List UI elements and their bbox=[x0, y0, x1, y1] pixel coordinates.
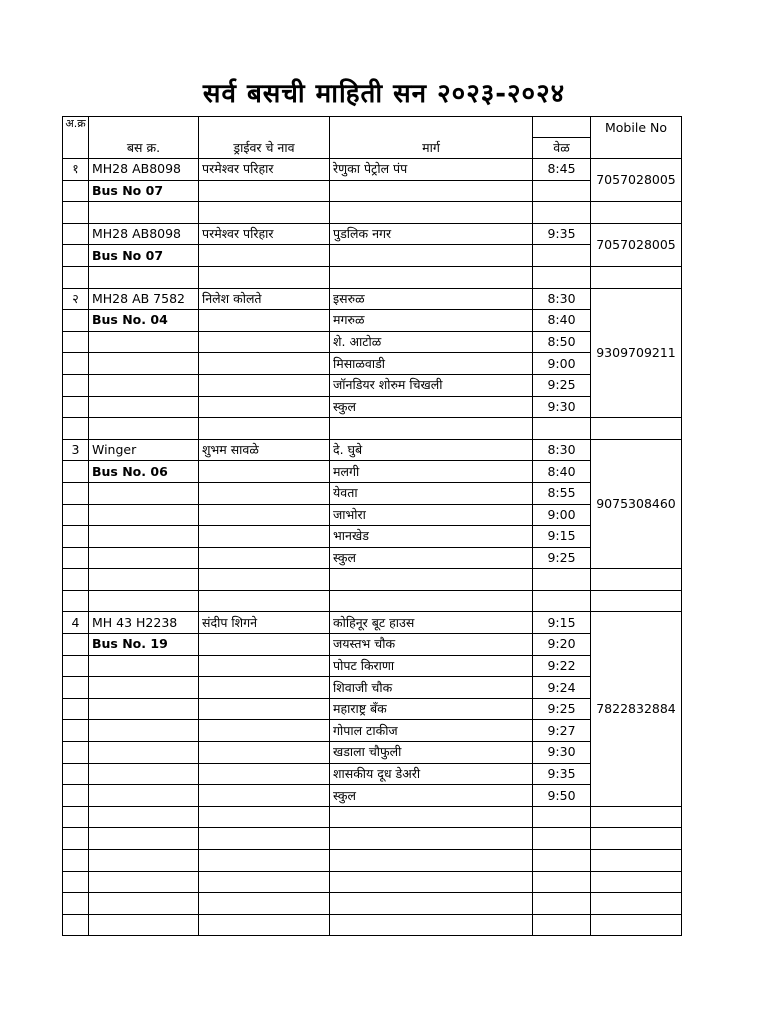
sr-cell bbox=[63, 850, 89, 872]
sr-cell bbox=[63, 223, 89, 245]
time-cell: 9:25 bbox=[533, 374, 591, 396]
route-cell bbox=[330, 569, 533, 591]
sr-cell bbox=[63, 871, 89, 893]
mobile-cell bbox=[591, 266, 682, 288]
driver-cell: परमेश्वर परिहार bbox=[199, 223, 330, 245]
sr-cell bbox=[63, 547, 89, 569]
table-row bbox=[63, 763, 682, 785]
time-cell bbox=[533, 893, 591, 915]
driver-cell bbox=[199, 504, 330, 526]
route-cell: येवता bbox=[330, 482, 533, 504]
time-cell: 9:00 bbox=[533, 353, 591, 375]
sr-cell: २ bbox=[63, 288, 89, 310]
header-time: वेळ bbox=[533, 138, 591, 159]
route-cell: शे. आटोळ bbox=[330, 331, 533, 353]
bus-cell bbox=[89, 742, 199, 764]
driver-cell bbox=[199, 893, 330, 915]
bus-cell bbox=[89, 331, 199, 353]
route-cell bbox=[330, 202, 533, 224]
bus-cell bbox=[89, 893, 199, 915]
time-cell bbox=[533, 828, 591, 850]
route-cell: भानखेड bbox=[330, 526, 533, 548]
header-row-top bbox=[63, 117, 682, 138]
route-cell: खडाला चौफुली bbox=[330, 742, 533, 764]
header-route: मार्ग bbox=[330, 138, 533, 159]
route-cell: जॉनडियर शोरुम चिखली bbox=[330, 374, 533, 396]
driver-cell bbox=[199, 526, 330, 548]
header-sr: अ.क्र bbox=[63, 117, 89, 159]
driver-cell bbox=[199, 418, 330, 440]
mobile-cell: 9309709211 bbox=[591, 288, 682, 418]
time-cell: 9:25 bbox=[533, 698, 591, 720]
sr-cell bbox=[63, 266, 89, 288]
driver-cell bbox=[199, 482, 330, 504]
time-cell: 9:30 bbox=[533, 396, 591, 418]
table-row bbox=[63, 202, 682, 224]
route-cell: गोपाल टाकीज bbox=[330, 720, 533, 742]
bus-cell: MH28 AB8098 bbox=[89, 223, 199, 245]
bus-cell bbox=[89, 698, 199, 720]
time-cell: 9:22 bbox=[533, 655, 591, 677]
header-row-bottom bbox=[63, 138, 682, 159]
mobile-cell bbox=[591, 828, 682, 850]
driver-cell bbox=[199, 331, 330, 353]
bus-cell bbox=[89, 590, 199, 612]
sr-cell bbox=[63, 461, 89, 483]
driver-cell bbox=[199, 396, 330, 418]
bus-cell bbox=[89, 526, 199, 548]
table-row bbox=[63, 245, 682, 267]
driver-cell bbox=[199, 202, 330, 224]
time-cell bbox=[533, 806, 591, 828]
route-cell: कोहिनूर बूट हाउस bbox=[330, 612, 533, 634]
bus-cell bbox=[89, 482, 199, 504]
time-cell: 9:24 bbox=[533, 677, 591, 699]
sr-cell bbox=[63, 698, 89, 720]
sr-cell bbox=[63, 180, 89, 202]
table-row bbox=[63, 331, 682, 353]
table-row bbox=[63, 677, 682, 699]
table-row bbox=[63, 439, 682, 461]
driver-cell bbox=[199, 785, 330, 807]
bus-cell bbox=[89, 828, 199, 850]
driver-cell bbox=[199, 742, 330, 764]
bus-cell: Winger bbox=[89, 439, 199, 461]
bus-schedule-table bbox=[62, 116, 682, 936]
bus-cell bbox=[89, 763, 199, 785]
header-driver-spacer bbox=[199, 117, 330, 138]
time-cell: 8:30 bbox=[533, 439, 591, 461]
table-row bbox=[63, 504, 682, 526]
bus-cell bbox=[89, 914, 199, 936]
time-cell bbox=[533, 850, 591, 872]
bus-cell bbox=[89, 353, 199, 375]
bus-cell: Bus No 07 bbox=[89, 245, 199, 267]
driver-cell bbox=[199, 655, 330, 677]
table-row bbox=[63, 806, 682, 828]
sr-cell bbox=[63, 785, 89, 807]
time-cell: 9:15 bbox=[533, 612, 591, 634]
route-cell: दे. घुबे bbox=[330, 439, 533, 461]
driver-cell bbox=[199, 569, 330, 591]
table-row bbox=[63, 461, 682, 483]
mobile-cell bbox=[591, 871, 682, 893]
table-row bbox=[63, 396, 682, 418]
table-row bbox=[63, 742, 682, 764]
bus-cell bbox=[89, 850, 199, 872]
table-row bbox=[63, 850, 682, 872]
sr-cell bbox=[63, 418, 89, 440]
sr-cell bbox=[63, 634, 89, 656]
driver-cell bbox=[199, 914, 330, 936]
bus-cell bbox=[89, 569, 199, 591]
driver-cell bbox=[199, 374, 330, 396]
route-cell: स्कुल bbox=[330, 547, 533, 569]
bus-cell bbox=[89, 785, 199, 807]
route-cell: मलगी bbox=[330, 461, 533, 483]
driver-cell bbox=[199, 806, 330, 828]
driver-cell bbox=[199, 590, 330, 612]
sr-cell bbox=[63, 526, 89, 548]
sr-cell bbox=[63, 482, 89, 504]
route-cell bbox=[330, 914, 533, 936]
table-row bbox=[63, 418, 682, 440]
mobile-cell bbox=[591, 418, 682, 440]
time-cell bbox=[533, 245, 591, 267]
route-cell bbox=[330, 871, 533, 893]
bus-cell bbox=[89, 871, 199, 893]
time-cell: 9:25 bbox=[533, 547, 591, 569]
driver-cell bbox=[199, 850, 330, 872]
bus-cell bbox=[89, 266, 199, 288]
time-cell bbox=[533, 590, 591, 612]
route-cell bbox=[330, 850, 533, 872]
driver-cell bbox=[199, 828, 330, 850]
driver-cell bbox=[199, 310, 330, 332]
page-title: सर्व बसची माहिती सन २०२३-२०२४ bbox=[202, 79, 566, 109]
table-row bbox=[63, 547, 682, 569]
sr-cell bbox=[63, 828, 89, 850]
time-cell: 9:00 bbox=[533, 504, 591, 526]
table-row bbox=[63, 634, 682, 656]
table-row bbox=[63, 698, 682, 720]
sr-cell bbox=[63, 331, 89, 353]
mobile-cell bbox=[591, 806, 682, 828]
route-cell: स्कुल bbox=[330, 396, 533, 418]
time-cell: 9:50 bbox=[533, 785, 591, 807]
bus-cell bbox=[89, 374, 199, 396]
table-row bbox=[63, 159, 682, 181]
route-cell: पोपट किराणा bbox=[330, 655, 533, 677]
header-time-spacer bbox=[533, 117, 591, 138]
sr-cell bbox=[63, 742, 89, 764]
driver-cell bbox=[199, 871, 330, 893]
bus-cell: Bus No. 06 bbox=[89, 461, 199, 483]
route-cell bbox=[330, 806, 533, 828]
time-cell: 8:40 bbox=[533, 461, 591, 483]
bus-cell bbox=[89, 396, 199, 418]
time-cell: 9:35 bbox=[533, 223, 591, 245]
sr-cell bbox=[63, 590, 89, 612]
sr-cell bbox=[63, 763, 89, 785]
header-bus-no: बस क्र. bbox=[89, 138, 199, 159]
driver-cell: निलेश कोलते bbox=[199, 288, 330, 310]
mobile-cell: 7057028005 bbox=[591, 223, 682, 266]
mobile-cell: 9075308460 bbox=[591, 439, 682, 569]
bus-cell bbox=[89, 655, 199, 677]
route-cell: महाराष्ट्र बँक bbox=[330, 698, 533, 720]
time-cell: 8:45 bbox=[533, 159, 591, 181]
header-driver: ड्राईवर चे नाव bbox=[199, 138, 330, 159]
time-cell bbox=[533, 418, 591, 440]
bus-cell bbox=[89, 418, 199, 440]
mobile-cell: 7822832884 bbox=[591, 612, 682, 806]
sr-cell bbox=[63, 504, 89, 526]
time-cell: 9:20 bbox=[533, 634, 591, 656]
table-row bbox=[63, 893, 682, 915]
route-cell bbox=[330, 245, 533, 267]
table-row bbox=[63, 223, 682, 245]
table-row bbox=[63, 374, 682, 396]
route-cell: रेणुका पेट्रोल पंप bbox=[330, 159, 533, 181]
route-cell: मिसाळवाडी bbox=[330, 353, 533, 375]
route-cell bbox=[330, 180, 533, 202]
driver-cell bbox=[199, 547, 330, 569]
sr-cell bbox=[63, 310, 89, 332]
table-row bbox=[63, 655, 682, 677]
time-cell bbox=[533, 202, 591, 224]
mobile-cell bbox=[591, 202, 682, 224]
header-route-spacer bbox=[330, 117, 533, 138]
route-cell: इसरुळ bbox=[330, 288, 533, 310]
bus-cell: Bus No 07 bbox=[89, 180, 199, 202]
driver-cell bbox=[199, 677, 330, 699]
sr-cell bbox=[63, 893, 89, 915]
route-cell: स्कुल bbox=[330, 785, 533, 807]
time-cell: 8:55 bbox=[533, 482, 591, 504]
sr-cell bbox=[63, 396, 89, 418]
driver-cell bbox=[199, 763, 330, 785]
bus-cell: Bus No. 19 bbox=[89, 634, 199, 656]
table-row bbox=[63, 310, 682, 332]
route-cell bbox=[330, 418, 533, 440]
sr-cell: 4 bbox=[63, 612, 89, 634]
sr-cell bbox=[63, 655, 89, 677]
table-row bbox=[63, 526, 682, 548]
bus-cell bbox=[89, 547, 199, 569]
route-cell: मगरुळ bbox=[330, 310, 533, 332]
route-cell: जाभोरा bbox=[330, 504, 533, 526]
route-cell bbox=[330, 590, 533, 612]
time-cell: 9:27 bbox=[533, 720, 591, 742]
table-row bbox=[63, 828, 682, 850]
driver-cell: संदीप शिगने bbox=[199, 612, 330, 634]
time-cell bbox=[533, 180, 591, 202]
time-cell: 9:30 bbox=[533, 742, 591, 764]
table-row bbox=[63, 482, 682, 504]
mobile-cell bbox=[591, 850, 682, 872]
table-row bbox=[63, 612, 682, 634]
sr-cell bbox=[63, 914, 89, 936]
time-cell bbox=[533, 871, 591, 893]
bus-cell bbox=[89, 720, 199, 742]
time-cell: 9:35 bbox=[533, 763, 591, 785]
sr-cell bbox=[63, 374, 89, 396]
sr-cell: 3 bbox=[63, 439, 89, 461]
sr-cell bbox=[63, 677, 89, 699]
bus-cell bbox=[89, 806, 199, 828]
table-row bbox=[63, 288, 682, 310]
driver-cell bbox=[199, 266, 330, 288]
time-cell: 8:50 bbox=[533, 331, 591, 353]
bus-cell: Bus No. 04 bbox=[89, 310, 199, 332]
driver-cell bbox=[199, 245, 330, 267]
time-cell bbox=[533, 266, 591, 288]
driver-cell bbox=[199, 353, 330, 375]
table-row bbox=[63, 353, 682, 375]
time-cell: 8:30 bbox=[533, 288, 591, 310]
time-cell bbox=[533, 569, 591, 591]
route-cell bbox=[330, 893, 533, 915]
sr-cell bbox=[63, 720, 89, 742]
mobile-cell bbox=[591, 569, 682, 591]
mobile-cell bbox=[591, 893, 682, 915]
driver-cell bbox=[199, 180, 330, 202]
table-row bbox=[63, 180, 682, 202]
mobile-cell bbox=[591, 914, 682, 936]
header-bus-spacer bbox=[89, 117, 199, 138]
bus-cell bbox=[89, 202, 199, 224]
sr-cell bbox=[63, 806, 89, 828]
route-cell: जयस्तभ चौक bbox=[330, 634, 533, 656]
sr-cell: १ bbox=[63, 159, 89, 181]
table-row bbox=[63, 590, 682, 612]
mobile-cell: 7057028005 bbox=[591, 159, 682, 202]
mobile-cell bbox=[591, 590, 682, 612]
time-cell bbox=[533, 914, 591, 936]
table-row bbox=[63, 720, 682, 742]
route-cell: शासकीय दूध डेअरी bbox=[330, 763, 533, 785]
table-row bbox=[63, 871, 682, 893]
sr-cell bbox=[63, 202, 89, 224]
route-cell bbox=[330, 828, 533, 850]
time-cell: 8:40 bbox=[533, 310, 591, 332]
driver-cell bbox=[199, 698, 330, 720]
bus-cell bbox=[89, 677, 199, 699]
driver-cell bbox=[199, 461, 330, 483]
route-cell: शिवाजी चौक bbox=[330, 677, 533, 699]
driver-cell: परमेश्वर परिहार bbox=[199, 159, 330, 181]
sr-cell bbox=[63, 245, 89, 267]
sr-cell bbox=[63, 353, 89, 375]
header-mobile: Mobile No bbox=[591, 117, 682, 159]
driver-cell bbox=[199, 720, 330, 742]
sr-cell bbox=[63, 569, 89, 591]
table-row bbox=[63, 569, 682, 591]
time-cell: 9:15 bbox=[533, 526, 591, 548]
route-cell bbox=[330, 266, 533, 288]
bus-cell: MH28 AB8098 bbox=[89, 159, 199, 181]
table-row bbox=[63, 785, 682, 807]
bus-cell: MH 43 H2238 bbox=[89, 612, 199, 634]
bus-cell: MH28 AB 7582 bbox=[89, 288, 199, 310]
driver-cell: शुभम सावळे bbox=[199, 439, 330, 461]
table-row bbox=[63, 914, 682, 936]
route-cell: पुडलिक नगर bbox=[330, 223, 533, 245]
table-row bbox=[63, 266, 682, 288]
driver-cell bbox=[199, 634, 330, 656]
bus-cell bbox=[89, 504, 199, 526]
